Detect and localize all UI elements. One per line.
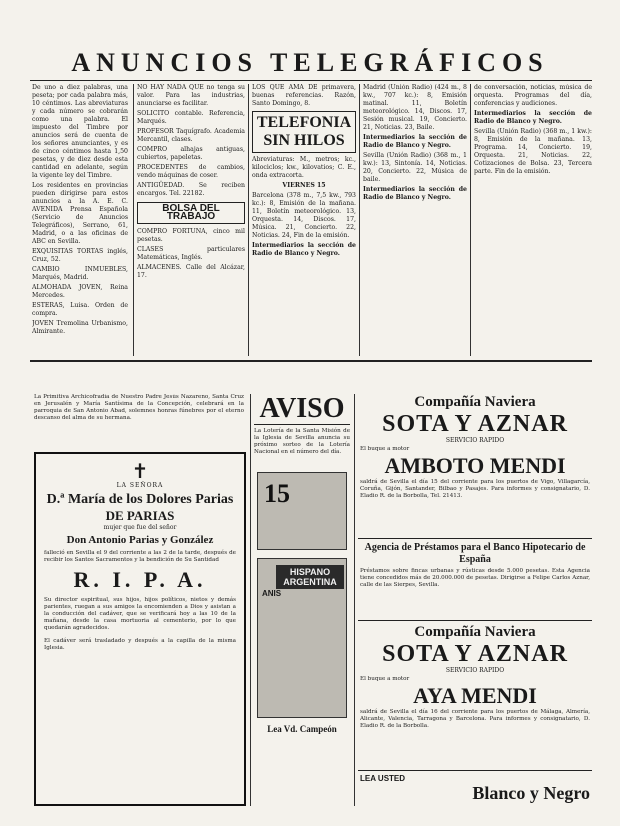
sailing-text: saldrá de Sevilla el día 15 del corriente para los puertos de Vigo, Villagarcía, Coruña, Gijón, Santander, Bilbao y Pasajes. Para informes y consignatario, D. Eladio R. de la Borbolla, Tel. 21413.	[360, 479, 590, 499]
classified-ad: CLASES particulares Matemáticas, Inglés.	[137, 246, 245, 261]
obituary-box	[34, 452, 246, 806]
obituary-husband: Don Antonio Parias y González	[66, 534, 214, 546]
classified-ad: ANTIGÜEDAD. Se reciben encargos. Tel. 22182.	[137, 182, 245, 197]
column-3	[252, 84, 356, 356]
radio-heading-1: TELEFONIA	[256, 114, 352, 131]
agencia-ad	[360, 542, 590, 618]
agencia-text: Préstamos sobre fincas urbanas y rústicas desde 5.000 pesetas. Esta Agencia tiene concedidos más de 20.000.000 de pesetas. Dirigirse a Felipe Carlos Aznar, calle de las Sierpes, Sevilla.	[360, 568, 590, 588]
lottery-ad-number: 15	[264, 479, 290, 508]
servicio-label: SERVICIO RAPIDO	[445, 437, 505, 444]
obituary-name: D.ª María de los Dolores Parias	[46, 492, 234, 507]
radio-intermediary: Intermediarios la sección de Radio de Blanco y Negro.	[474, 110, 592, 125]
column-5	[474, 84, 592, 356]
radio-program: de conversación, noticias, música de orquesta. Programas del día, conferencias y audiciones.	[474, 84, 592, 107]
radio-program: Madrid (Unión Radio) (424 m., 8 kw., 707 kc.): 8, Emisión matinal. 11, Boletín meteorológico. 14, Discos. 17, Sesión musical. 19, Concierto. 21, Noticias. 23, Baile.	[363, 84, 467, 131]
column-divider	[250, 394, 251, 806]
aviso-text: La Lotería de la Santa Misión de la Iglesia de Sevilla anuncia su próximo sorteo de la Lotería Nacional en el número del día.	[254, 428, 350, 455]
radio-program: Sevilla (Unión Radio) (368 m., 1 kw.): 8, Emisión de la mañana. 13, Programa. 14, Concierto. 19, Orquesta. 21, Noticias. 22, Cotizaciones de Bolsa. 23, Tercera parte. Fin de la emisión.	[474, 128, 592, 175]
classified-rates: De uno a diez palabras, una peseta; por cada palabra más, 10 céntimos. Las abreviaturas y cada número se cobrarán como una palabra. El impuesto del Timbre por anuncios será de cuenta de los señores anunciantes, y es de cinco céntimos hasta 1,50 pesetas, y de diez desde esta cantidad en adelante, según la vigente ley del Timbre.	[32, 84, 128, 179]
sota-aznar-name: SOTA Y AZNAR	[382, 411, 568, 437]
obituary-rip: R. I. P. A.	[73, 567, 207, 592]
radio-intermediary: Intermediarios la sección de Radio de Blanco y Negro.	[363, 134, 467, 149]
servicio-label: SERVICIO RAPIDO	[445, 667, 505, 674]
ship-name: AYA MENDI	[413, 683, 537, 708]
classified-ad: PROCEDENTES de cambios, vendo máquinas de coser.	[137, 164, 245, 179]
lea-usted: LEA USTED	[360, 774, 406, 783]
classified-ad: JOVEN Tremolina Urbanismo, Almirante.	[32, 320, 128, 335]
classified-ad: ALMOHADA JOVEN, Reina Mercedes.	[32, 284, 128, 299]
lottery-ad-image	[257, 472, 347, 550]
anis-label: ANIS	[262, 589, 282, 598]
classified-ad: COMPRO FORTUNA, cinco mil pesetas.	[137, 228, 245, 243]
classified-ad: NO HAY NADA QUE no tenga su valor. Para las industrias, anunciarse es facilitar.	[137, 84, 245, 107]
classified-ad: ALMACENES. Calle del Alcázar, 17.	[137, 264, 245, 279]
agencia-title: Agencia de Préstamos para el Banco Hipotecario de España	[364, 542, 586, 565]
obituary-viuda: mujer que fue del señor	[103, 524, 177, 531]
naviera-title: Compañía Naviera	[414, 394, 536, 410]
obituary-footer: El cadáver será trasladado y después a la capilla de la misma Iglesia.	[44, 638, 236, 651]
radio-day: VIERNES 15	[282, 182, 326, 189]
obituary-la: LA SEÑORA	[116, 482, 164, 489]
radio-intermediary: Intermediarios la sección de Radio de Blanco y Negro.	[363, 186, 467, 201]
section-rule	[358, 770, 592, 771]
naviera-title: Compañía Naviera	[414, 624, 536, 640]
column-divider	[359, 84, 360, 356]
aviso-title: AVISO	[254, 394, 350, 425]
sota-aznar-name: SOTA Y AZNAR	[382, 641, 568, 667]
hispano-ad-label: HISPANO ARGENTINA	[276, 565, 344, 589]
column-2	[137, 84, 245, 356]
column-divider	[133, 84, 134, 356]
masthead: ANUNCIOS TELEGRÁFICOS	[71, 48, 549, 77]
sota-aznar-ad-2	[360, 624, 590, 764]
classified-ad: ESTERAS, Luisa. Orden de compra.	[32, 302, 128, 317]
column-divider	[470, 84, 471, 356]
cross-icon: ✝	[131, 459, 149, 483]
obituary-body-2: Su director espiritual, sus hijos, hijos políticos, nietos y demás parientes, ruegan a sus amigos la encomienden a Dios y asistan a la conducción del cadáver, que se verificará hoy a las 10 de la mañana, desde la casa mortuoria al cementerio, por lo que quedarán agradecidos.	[44, 597, 236, 631]
column-divider	[248, 84, 249, 356]
radio-heading-2: SIN HILOS	[263, 132, 345, 149]
classified-ad: COMPRO alhajas antiguas, cubiertos, papeletas.	[137, 146, 245, 161]
classified-ad: LOS QUE AMA DE primavera, buenas referencias. Razón, Santo Domingo, 8.	[252, 84, 356, 107]
radio-intermediary: Intermediarios la sección de Radio de Blanco y Negro.	[252, 242, 356, 257]
column-divider	[354, 394, 355, 806]
sailing-text: saldrá de Sevilla el día 16 del corriente para los puertos de Málaga, Almería, Alicante, Valencia, Tarragona y Barcelona. Para informes y consignatario, D. Eladio R. de la Borbolla.	[360, 709, 590, 729]
section-rule	[30, 360, 592, 362]
vapor-label: El buque a motor	[360, 446, 410, 452]
blanco-negro-title: Blanco y Negro	[472, 783, 590, 803]
ship-name: AMBOTO MENDI	[384, 453, 566, 478]
aviso-column	[254, 394, 350, 806]
vapor-label: El buque a motor	[360, 676, 410, 682]
radio-program: Barcelona (378 m., 7,5 kw., 793 kc.): 8, Emisión de la mañana. 11, Boletín meteorológico. 13, Orquesta. 14, Discos. 17, Música. 21, Concierto. 22, Noticias. 24, Fin de la emisión.	[252, 192, 356, 239]
classified-ad: CAMBIO INMUEBLES, Marqués, Madrid.	[32, 266, 128, 281]
archicofradia-notice: La Primitiva Archicofradía de Nuestro Padre Jesús Nazareno, Santa Cruz en Jerusalén y María Santísima de la Concepción, celebrará en la parroquia de San Antonio Abad, solemnes honras fúnebres por el eterno descanso del alma de su hermana.	[34, 394, 244, 421]
sota-aznar-ad-1	[360, 394, 590, 534]
obituary-body: falleció en Sevilla el 9 del corriente a las 2 de la tarde, después de recibir los Santos Sacramentos y la bendición de Su Santidad	[44, 550, 236, 563]
hispano-ad-image	[257, 558, 347, 718]
radio-heading-box	[252, 111, 356, 153]
section-rule	[358, 620, 592, 621]
classified-info: Los residentes en provincias pueden dirigirse para estos anuncios a la A. E. C. AVENIDA Prensa Española (Servicio de Anuncios Telegráficos), Serrano, 61, Madrid, o a las oficinas de ABC en Sevilla.	[32, 182, 128, 245]
radio-abbreviations: Abreviaturas: M., metros; kc., kilociclos; kw., kilovatios; C. E., onda extracorta.	[252, 156, 356, 179]
classified-ad: SOLICITO contable. Referencia, Marqués.	[137, 110, 245, 125]
classified-ad: PROFESOR Taquígrafo. Academia Mercantil, clases.	[137, 128, 245, 143]
column-1	[32, 84, 128, 356]
bolsa-heading: BOLSA DEL TRABAJO	[137, 202, 245, 224]
obituary-name-2: DE PARIAS	[105, 508, 175, 523]
column-4	[363, 84, 467, 356]
section-rule	[358, 538, 592, 539]
campeon-footer: Lea Vd. Campeón	[267, 724, 337, 734]
radio-program: Sevilla (Unión Radio) (368 m., 1 kw.): 13, Sintonía. 14, Noticias. 20, Concierto. 22, Música de baile.	[363, 152, 467, 183]
masthead-rule	[30, 80, 592, 81]
blanco-negro-ad	[360, 774, 590, 808]
classified-ad: EXQUISITAS TORTAS inglés, Cruz, 52.	[32, 248, 128, 263]
